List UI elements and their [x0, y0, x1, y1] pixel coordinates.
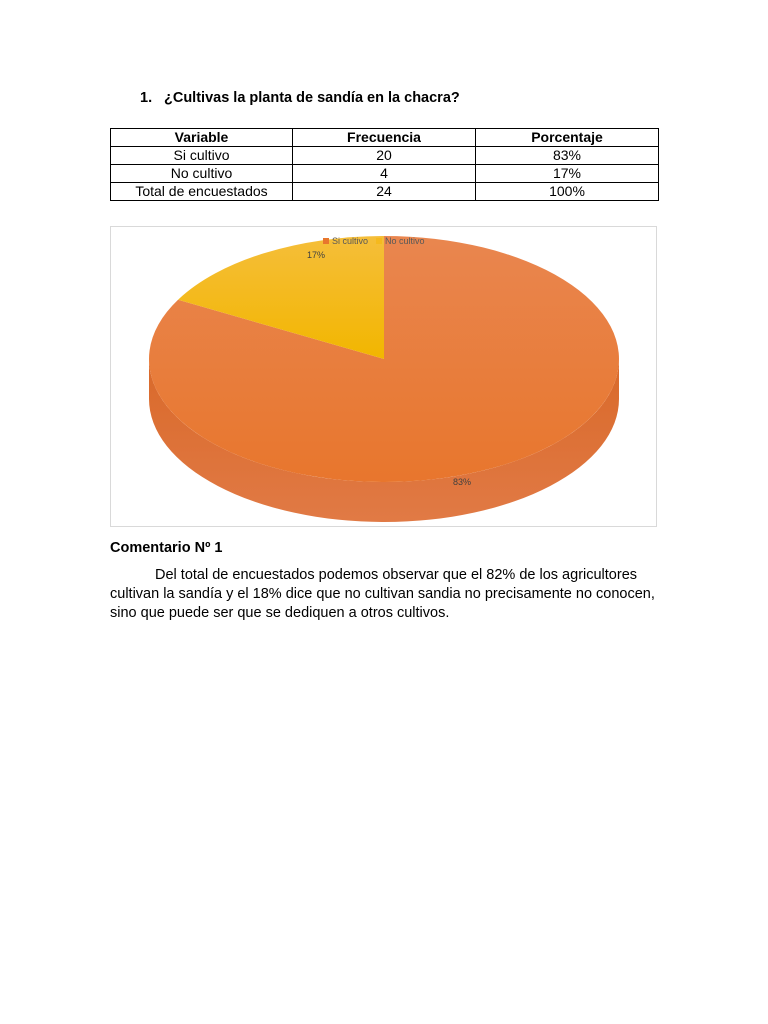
comment-body [110, 566, 670, 623]
legend-entry-no-cultivo [376, 236, 425, 246]
pie-chart-canvas [111, 227, 658, 528]
cell-porcentaje: 83% [476, 147, 659, 165]
header-frecuencia: Frecuencia [293, 129, 476, 147]
table-row [111, 165, 659, 183]
header-porcentaje: Porcentaje [476, 129, 659, 147]
legend-swatch-orange [323, 238, 329, 244]
question-text: ¿Cultivas la planta de sandía en la chacra? [164, 90, 460, 106]
comment-title: Comentario Nº 1 [110, 540, 223, 556]
table-row [111, 147, 659, 165]
cell-porcentaje: 100% [476, 183, 659, 201]
frequency-table [110, 128, 659, 201]
legend-entry-si-cultivo [323, 236, 368, 246]
cell-variable: Si cultivo [111, 147, 293, 165]
cell-variable: No cultivo [111, 165, 293, 183]
legend-label-si-cultivo: Si cultivo [332, 236, 369, 246]
table-header-row [111, 129, 659, 147]
legend-label-no-cultivo: No cultivo [385, 236, 425, 246]
cell-frecuencia: 24 [293, 183, 476, 201]
question-number: 1. [140, 90, 153, 106]
comment-paragraph: Del total de encuestados podemos observar que el 82% de los agricultores cultivan la sandía y el 18% dice que no cultivan sandia no precisamente no conocen, sino que puede ser que se dediquen a otros cultivos. [110, 567, 655, 621]
cell-frecuencia: 20 [293, 147, 476, 165]
cell-frecuencia: 4 [293, 165, 476, 183]
legend-swatch-yellow [376, 238, 382, 244]
data-label-si-cultivo: 83% [453, 477, 472, 487]
cell-porcentaje: 17% [476, 165, 659, 183]
chart-legend [323, 236, 425, 246]
header-variable: Variable [111, 129, 293, 147]
table-row [111, 183, 659, 201]
data-label-no-cultivo: 17% [307, 250, 326, 260]
cell-variable: Total de encuestados [111, 183, 293, 201]
pie-chart [110, 226, 657, 527]
question-heading [140, 90, 460, 106]
